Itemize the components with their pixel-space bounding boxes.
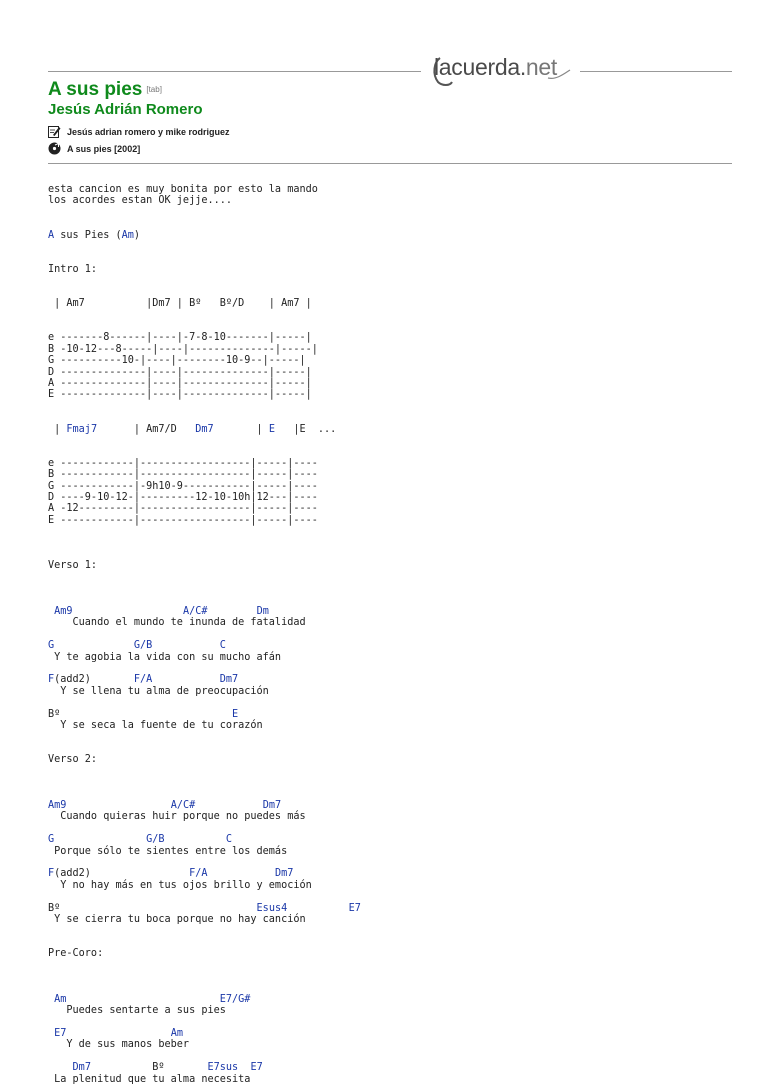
- chord-name[interactable]: Am: [54, 993, 67, 1005]
- tab-line: [48, 640, 226, 651]
- tab-line: Y se cierra tu boca porque no hay canción: [48, 914, 306, 925]
- tab-line: | Am7 |Dm7 | Bº Bº/D | Am7 |: [48, 298, 312, 310]
- line-text: [54, 640, 134, 651]
- tab-line: Intro 1:: [48, 263, 98, 275]
- logo-tld: net: [525, 54, 557, 80]
- line-text: Bº: [48, 708, 233, 720]
- content-divider: [48, 163, 732, 164]
- chord-name[interactable]: G: [48, 640, 55, 652]
- tab-line: Y te agobia la vida con su mucho afán: [48, 651, 282, 663]
- album-text[interactable]: A sus pies [2002]: [67, 143, 141, 154]
- chord-name[interactable]: Am9: [48, 799, 67, 811]
- line-text: [48, 1062, 73, 1073]
- line-text: Bº: [48, 902, 257, 914]
- album-row: [48, 142, 140, 155]
- tab-line: A --------------|----|--------------|-----|: [48, 377, 312, 389]
- tab-line: E --------------|----|--------------|-----|: [48, 389, 312, 401]
- line-text: [238, 1062, 250, 1073]
- line-text: [207, 868, 274, 879]
- chord-name[interactable]: E7: [250, 1062, 263, 1074]
- line-text: sus Pies (: [54, 229, 122, 241]
- disc-icon: [48, 142, 61, 155]
- tab-line: [48, 424, 336, 435]
- chord-name[interactable]: Dm7: [72, 1062, 91, 1074]
- line-text: [66, 1028, 170, 1039]
- tab-line: Cuando el mundo te inunda de fatalidad: [48, 617, 306, 629]
- tab-line: [48, 230, 140, 241]
- logo-dot: .: [519, 54, 526, 80]
- tab-line: [48, 834, 232, 845]
- chord-name[interactable]: C: [219, 640, 226, 652]
- chord-name[interactable]: Fmaj7: [66, 423, 98, 435]
- tab-line: [48, 606, 269, 617]
- tab-line: A -12---------|------------------|-----|----: [48, 503, 318, 515]
- logo-text: lacuerda: [434, 54, 520, 80]
- line-text: [165, 834, 226, 845]
- chord-name[interactable]: Dm7: [274, 868, 294, 880]
- header-divider-left: [48, 71, 421, 72]
- tab-line: e -------8------|----|-7-8-10-------|-----|: [48, 332, 312, 344]
- tab-line: Y de sus manos beber: [48, 1039, 190, 1051]
- chord-name[interactable]: E7sus: [207, 1062, 239, 1074]
- tab-line: e ------------|------------------|-----|----: [48, 457, 318, 469]
- tab-line: [48, 709, 238, 720]
- tab-line: Cuando quieras huir porque no puedes más: [48, 811, 306, 823]
- line-text: Bº: [90, 1062, 208, 1074]
- line-text: [66, 994, 219, 1005]
- chord-name[interactable]: E: [268, 423, 275, 435]
- composer-row: [48, 125, 230, 138]
- tab-line: Puedes sentarte a sus pies: [48, 1005, 226, 1017]
- chord-name[interactable]: G: [48, 834, 55, 846]
- chord-name[interactable]: Dm: [256, 606, 269, 618]
- tab-line: B -10-12---8-----|----|--------------|-----|: [48, 343, 318, 355]
- chord-name[interactable]: E: [232, 708, 239, 720]
- tab-line: E ------------|------------------|-----|----: [48, 514, 318, 526]
- chord-name[interactable]: F/A: [133, 674, 153, 686]
- tab-line: G ----------10-|----|--------10-9--|-----|: [48, 355, 306, 367]
- chord-name[interactable]: Dm7: [195, 423, 214, 435]
- chord-name[interactable]: F/A: [189, 868, 208, 880]
- line-text: [195, 800, 262, 811]
- tab-line: los acordes estan OK jejje....: [48, 195, 233, 207]
- tab-line: [48, 994, 250, 1005]
- tab-line: D ----9-10-12-|---------12-10-10h|12---|----: [48, 491, 318, 503]
- tab-line: [48, 674, 238, 685]
- tab-line: La plenitud que tu alma necesita: [48, 1073, 251, 1085]
- line-text: (add2): [54, 674, 134, 686]
- tab-line: Y no hay más en tus ojos brillo y emoción: [48, 879, 312, 891]
- tab-line: esta cancion es muy bonita por esto la mando: [48, 184, 318, 195]
- chord-name[interactable]: Am9: [54, 606, 73, 618]
- tab-line: [48, 1062, 263, 1073]
- line-text: |E ...: [274, 423, 337, 435]
- tab-line: Y se llena tu alma de preocupación: [48, 685, 269, 697]
- chord-name[interactable]: G/B: [146, 834, 165, 846]
- chord-name[interactable]: A/C#: [182, 606, 208, 618]
- tab-line: [48, 800, 281, 811]
- line-text: [152, 640, 219, 651]
- tab-line: G ------------|-9h10-9-----------|-----|----: [48, 480, 318, 492]
- tab-line: Y se seca la fuente de tu corazón: [48, 720, 263, 732]
- chord-name[interactable]: E7/G#: [219, 993, 251, 1005]
- chord-name[interactable]: Esus4: [256, 902, 288, 914]
- chord-name[interactable]: E7: [54, 1028, 67, 1040]
- line-text: [287, 903, 348, 914]
- song-title: A sus pies: [48, 79, 143, 100]
- line-text: [54, 834, 146, 845]
- chord-name[interactable]: Dm7: [219, 674, 239, 686]
- line-text: |: [48, 423, 67, 435]
- composers-text: Jesús adrian romero y mike rodriguez: [67, 126, 230, 137]
- pencil-note-icon: [48, 125, 61, 138]
- chord-name[interactable]: E7: [348, 902, 361, 914]
- chord-name[interactable]: F: [48, 674, 55, 686]
- chord-name[interactable]: Am: [121, 229, 134, 241]
- chord-name[interactable]: C: [225, 834, 233, 846]
- artist-name[interactable]: Jesús Adrián Romero: [48, 101, 203, 118]
- line-text: ): [133, 229, 141, 241]
- tab-line: [48, 1028, 183, 1039]
- line-text: [66, 800, 170, 811]
- site-logo[interactable]: [430, 52, 576, 92]
- line-text: [152, 674, 219, 685]
- chord-name[interactable]: F: [48, 868, 55, 880]
- line-text: [73, 606, 183, 617]
- tab-line: [48, 903, 361, 914]
- tab-line: Verso 1:: [48, 560, 98, 572]
- tab-line: [48, 868, 293, 879]
- chord-name[interactable]: A/C#: [170, 799, 196, 811]
- tab-line: B ------------|------------------|-----|----: [48, 469, 318, 481]
- chord-name[interactable]: A: [48, 229, 55, 241]
- line-text: |: [213, 423, 269, 435]
- line-text: [208, 606, 257, 617]
- format-tag: [tab]: [146, 85, 162, 95]
- line-text: (add2): [54, 868, 190, 880]
- header-divider-right: [580, 71, 732, 72]
- chord-name[interactable]: Am: [170, 1028, 183, 1040]
- chord-name[interactable]: G/B: [133, 640, 153, 652]
- tab-line: Pre-Coro:: [48, 948, 104, 960]
- tab-line: Porque sólo te sientes entre los demás: [48, 845, 288, 857]
- line-text: | Am7/D: [97, 423, 196, 435]
- tab-body: [48, 184, 361, 1085]
- tab-line: D --------------|----|--------------|-----|: [48, 366, 312, 378]
- tab-line: Verso 2:: [48, 754, 98, 766]
- song-title-row: [48, 79, 162, 101]
- chord-name[interactable]: Dm7: [262, 799, 282, 811]
